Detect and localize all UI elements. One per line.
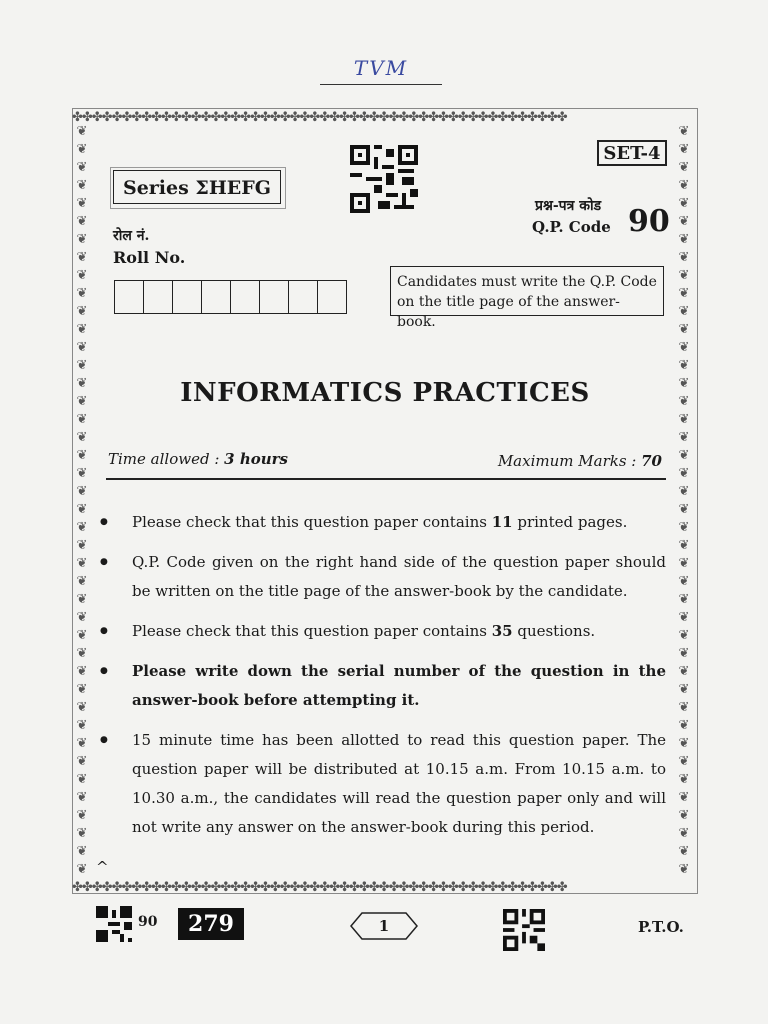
caret-mark: ^ xyxy=(96,858,109,876)
roll-digit-box[interactable] xyxy=(115,281,144,313)
instruction-item: ● Q.P. Code given on the right hand side of the question paper should be written on the title page of the answer-book by the candidate. xyxy=(100,548,666,606)
barcode-icon xyxy=(96,906,132,942)
roll-digit-box[interactable] xyxy=(318,281,346,313)
instruction-item: ● Please check that this question paper contains 11 printed pages. xyxy=(100,508,666,537)
roll-no-hindi: रोल नं. xyxy=(113,228,150,244)
border-right: ❦ ❦ ❦ ❦ ❦ ❦ ❦ ❦ ❦ ❦ ❦ ❦ ❦ ❦ ❦ ❦ ❦ ❦ ❦ ❦ ❦ ❦ ❦ ❦ ❦ ❦ ❦ ❦ ❦ ❦ ❦ ❦ ❦ ❦ ❦ ❦ ❦ ❦ ❦ ❦ ❦ ❦ xyxy=(678,124,690,877)
paper-title: INFORMATICS PRACTICES xyxy=(180,378,590,408)
handwritten-underline xyxy=(320,84,442,85)
footer-code: 90 xyxy=(138,914,158,930)
page-number-value: 1 xyxy=(378,917,390,935)
instruction-item: ● Please check that this question paper contains 35 questions. xyxy=(100,617,666,646)
border-left: ❦ ❦ ❦ ❦ ❦ ❦ ❦ ❦ ❦ ❦ ❦ ❦ ❦ ❦ ❦ ❦ ❦ ❦ ❦ ❦ ❦ ❦ ❦ ❦ ❦ ❦ ❦ ❦ ❦ ❦ ❦ ❦ ❦ ❦ ❦ ❦ ❦ ❦ ❦ ❦ ❦ ❦ xyxy=(76,124,88,877)
series-label: Series ΣHEFG xyxy=(113,170,281,204)
qp-code-value: 90 xyxy=(628,204,670,239)
roll-digit-box[interactable] xyxy=(260,281,289,313)
instruction-item: ● 15 minute time has been allotted to read this question paper. The question paper will be distributed at 10.15 a.m. From 10.15 a.m. to 10.30 a.m., the candidates will read the question paper only and will not write any answer on the answer-book during this period. xyxy=(100,726,666,842)
border-top: ✤✤✤✤✤✤✤✤✤✤✤✤✤✤✤✤✤✤✤✤✤✤✤✤✤✤✤✤✤✤✤✤✤✤✤✤✤✤✤✤✤✤✤✤✤✤✤✤✤✤ xyxy=(72,110,567,125)
footer-badge: 279 xyxy=(178,908,244,940)
roll-no-label: Roll No. xyxy=(113,248,186,267)
roll-digit-box[interactable] xyxy=(289,281,318,313)
qp-code-hindi: प्रश्न-पत्र कोड xyxy=(535,198,602,214)
handwritten-note: TVM xyxy=(353,56,409,80)
qr-code-icon xyxy=(350,144,418,214)
set-label: SET-4 xyxy=(597,140,667,166)
instruction-list xyxy=(100,508,666,853)
divider xyxy=(106,478,666,480)
qr-code-icon xyxy=(503,908,545,952)
roll-digit-box[interactable] xyxy=(202,281,231,313)
roll-no-boxes[interactable] xyxy=(114,280,347,314)
page-number xyxy=(350,912,418,940)
border-bottom: ✤✤✤✤✤✤✤✤✤✤✤✤✤✤✤✤✤✤✤✤✤✤✤✤✤✤✤✤✤✤✤✤✤✤✤✤✤✤✤✤✤✤✤✤✤✤✤✤✤✤ xyxy=(72,880,567,895)
roll-digit-box[interactable] xyxy=(231,281,260,313)
qp-code-notice: Candidates must write the Q.P. Code on the title page of the answer-book. xyxy=(390,266,664,316)
maximum-marks: Maximum Marks : 70 xyxy=(497,452,662,470)
instruction-item: ● Please write down the serial number of the question in the answer-book before attempting it. xyxy=(100,657,666,715)
roll-digit-box[interactable] xyxy=(144,281,173,313)
qp-code-label: Q.P. Code xyxy=(532,218,611,236)
time-allowed: Time allowed : 3 hours xyxy=(108,450,288,468)
pto-label: P.T.O. xyxy=(638,918,684,936)
roll-digit-box[interactable] xyxy=(173,281,202,313)
